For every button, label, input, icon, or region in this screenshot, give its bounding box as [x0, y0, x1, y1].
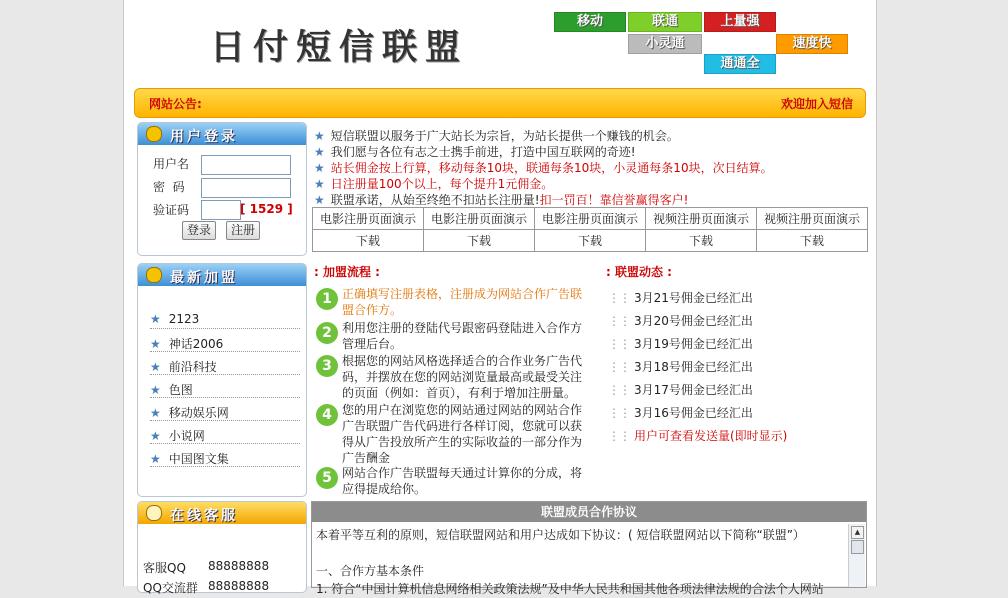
star-icon: ★: [314, 129, 325, 143]
step-number-icon: 2: [316, 322, 338, 344]
qq-group-value[interactable]: 88888888: [208, 579, 270, 593]
step-text: 网站合作广告联盟每天通过计算你的分成，将应得提成给你。: [342, 466, 583, 496]
intro-line: [314, 191, 688, 208]
intro-text: 联盟承诺，从始至终绝不扣站长注册量!: [330, 193, 540, 207]
download-link[interactable]: 下载: [535, 230, 646, 252]
username-label: 用户名: [153, 157, 190, 171]
scroll-up-icon[interactable]: ▲: [851, 526, 864, 539]
download-link[interactable]: 下载: [313, 230, 424, 252]
step-number-icon: 5: [316, 467, 338, 489]
register-button[interactable]: 注册: [226, 221, 260, 240]
agreement-line: 1. 符合“中国计算机信息网络相关政策法规”及中华人民共和国其他各项法律法规的合法个人网站: [316, 582, 824, 596]
member-name: 神话2006: [168, 337, 224, 351]
demo-header[interactable]: 视频注册页面演示: [646, 208, 757, 230]
tag-volume: 上量强: [704, 12, 776, 32]
intro-text: 日注册量100个以上，每个提升1元佣金。: [330, 177, 554, 191]
notice-bar: [134, 88, 866, 118]
step-number-icon: 4: [316, 404, 338, 426]
agreement-line: 一、合作方基本条件: [316, 564, 425, 578]
member-name: 色图: [168, 383, 193, 397]
service-title: 在线客服: [170, 508, 238, 524]
step-text: 您的用户在浏览您的网站通过网站的网站合作广告联盟广告代码进行各样订阅，您就可以获得从广告投放所产生的实际收益的一部分作为广告酬金: [342, 403, 583, 465]
member-name: 2123: [168, 312, 200, 326]
member-item[interactable]: [150, 450, 229, 467]
scroll-thumb[interactable]: [851, 540, 864, 554]
lock-icon: [146, 126, 162, 142]
star-icon: ★: [150, 312, 161, 326]
intro-text: 站长佣金按上行算，移动每条10块，联通每条10块，小灵通每条10块，次日结算。: [330, 161, 773, 175]
password-input[interactable]: [201, 178, 291, 198]
agreement-scrollbar[interactable]: [848, 524, 865, 587]
captcha-input[interactable]: [201, 200, 241, 220]
intro-line: [314, 127, 679, 144]
member-item[interactable]: [150, 381, 193, 398]
bullet-icon: ⋮⋮: [608, 291, 630, 305]
newest-box: [137, 263, 307, 497]
step-number-icon: 1: [316, 288, 338, 310]
bullet-icon: ⋮⋮: [608, 314, 630, 328]
star-icon: ★: [150, 360, 161, 374]
star-icon: ★: [314, 193, 325, 207]
news-item[interactable]: [608, 358, 753, 375]
qq-group-label: QQ交流群: [143, 581, 198, 595]
intro-text: 短信联盟以服务于广大站长为宗旨，为站长提供一个赚钱的机会。: [330, 129, 679, 143]
demo-table: [312, 207, 868, 252]
divider: [150, 351, 300, 352]
intro-text-red: 扣一罚百！靠信誉赢得客户!: [539, 193, 689, 207]
star-icon: ★: [314, 145, 325, 159]
member-item[interactable]: [150, 358, 217, 375]
news-title: : 联盟动态 :: [606, 265, 672, 279]
intro-line: [314, 143, 636, 160]
login-header: [138, 123, 306, 145]
demo-header[interactable]: 视频注册页面演示: [757, 208, 868, 230]
process-title: : 加盟流程 :: [314, 265, 380, 279]
demo-header[interactable]: 电影注册页面演示: [313, 208, 424, 230]
bullet-icon: ⋮⋮: [608, 383, 630, 397]
divider: [150, 397, 300, 398]
member-item[interactable]: [150, 427, 205, 444]
notice-label: 网站公告:: [149, 97, 202, 111]
newest-header: [138, 264, 306, 286]
service-box: [137, 501, 307, 593]
login-box: [137, 122, 307, 256]
agreement-title: 联盟成员合作协议: [312, 502, 866, 522]
news-item[interactable]: [608, 381, 753, 398]
news-text: 3月21号佣金已经汇出: [634, 291, 753, 305]
download-link[interactable]: 下载: [757, 230, 868, 252]
news-text: 3月16号佣金已经汇出: [634, 406, 753, 420]
news-item[interactable]: [608, 335, 753, 352]
demo-header[interactable]: 电影注册页面演示: [424, 208, 535, 230]
step-number-icon: 3: [316, 355, 338, 377]
news-text: 3月17号佣金已经汇出: [634, 383, 753, 397]
star-icon: ★: [150, 452, 161, 466]
password-label: 密 码: [153, 180, 185, 194]
bullet-icon: ⋮⋮: [608, 360, 630, 374]
news-highlight[interactable]: [608, 427, 787, 444]
divider: [150, 420, 300, 421]
star-icon: ★: [314, 177, 325, 191]
bullet-icon: ⋮⋮: [608, 337, 630, 351]
divider: [150, 374, 300, 375]
bullet-icon: ⋮⋮: [608, 406, 630, 420]
news-text: 3月18号佣金已经汇出: [634, 360, 753, 374]
demo-header[interactable]: 电影注册页面演示: [535, 208, 646, 230]
news-text: 3月20号佣金已经汇出: [634, 314, 753, 328]
star-icon: ★: [150, 406, 161, 420]
divider: [150, 443, 300, 444]
login-title: 用户登录: [170, 129, 238, 145]
member-item[interactable]: [150, 312, 199, 326]
member-item[interactable]: [150, 404, 229, 421]
qq-value[interactable]: 88888888: [208, 559, 270, 573]
tag-unicom: 联通: [628, 12, 702, 32]
member-item[interactable]: [150, 335, 223, 352]
member-name: 中国图文集: [168, 452, 229, 466]
member-name: 前沿科技: [168, 360, 217, 374]
tag-speed: 速度快: [776, 34, 848, 54]
page: [123, 0, 877, 596]
tag-all: 通通全: [704, 54, 776, 74]
agreement-line: [316, 544, 846, 562]
star-icon: ★: [150, 383, 161, 397]
agreement-line: 本着平等互利的原则，短信联盟网站和用户达成如下协议：( 短信联盟网站以下简称“联盟”）: [316, 528, 805, 542]
login-button[interactable]: 登录: [182, 221, 216, 240]
intro-text: 我们愿与各位有志之士携手前进，打造中国互联网的奇迹!: [330, 145, 636, 159]
newest-title: 最新加盟: [170, 270, 238, 286]
agreement-panel: [311, 501, 867, 596]
lock-icon: [146, 267, 162, 283]
download-link[interactable]: 下载: [646, 230, 757, 252]
captcha-code: [ 1529 ]: [240, 202, 293, 216]
member-name: 小说网: [168, 429, 205, 443]
service-header: [138, 502, 306, 524]
bullet-icon: ⋮⋮: [608, 429, 630, 443]
tag-mobile: 移动: [554, 12, 626, 32]
step-text: 利用您注册的登陆代号跟密码登陆进入合作方管理后台。: [342, 321, 583, 351]
site-logo: 日付短信联盟: [210, 28, 469, 68]
star-icon: ★: [314, 161, 325, 175]
download-link[interactable]: 下载: [424, 230, 535, 252]
tag-phs: 小灵通: [628, 34, 702, 54]
username-input[interactable]: [201, 155, 291, 175]
agreement-text[interactable]: [316, 526, 846, 598]
captcha-label: 验证码: [153, 203, 190, 217]
cup-icon: [146, 505, 162, 521]
news-item[interactable]: [608, 289, 753, 306]
step-text: 根据您的网站风格选择适合的合作业务广告代码，并摆放在您的网站浏览量最高或最受关注的页面（例如：首页），有利于增加注册量。: [342, 354, 583, 400]
star-icon: ★: [150, 337, 161, 351]
member-name: 移动娱乐网: [168, 406, 229, 420]
step-text: 正确填写注册表格，注册成为网站合作广告联盟合作方。: [342, 287, 583, 317]
intro-line: [314, 175, 553, 192]
notice-marquee[interactable]: 欢迎加入短信: [781, 97, 854, 111]
intro-line: [314, 159, 773, 176]
star-icon: ★: [150, 429, 161, 443]
news-item[interactable]: [608, 404, 753, 421]
news-item[interactable]: [608, 312, 753, 329]
news-text: 用户可查看发送量(即时显示): [634, 429, 788, 443]
news-text: 3月19号佣金已经汇出: [634, 337, 753, 351]
divider: [150, 466, 300, 467]
qq-label: 客服QQ: [143, 561, 186, 575]
divider: [150, 328, 300, 329]
